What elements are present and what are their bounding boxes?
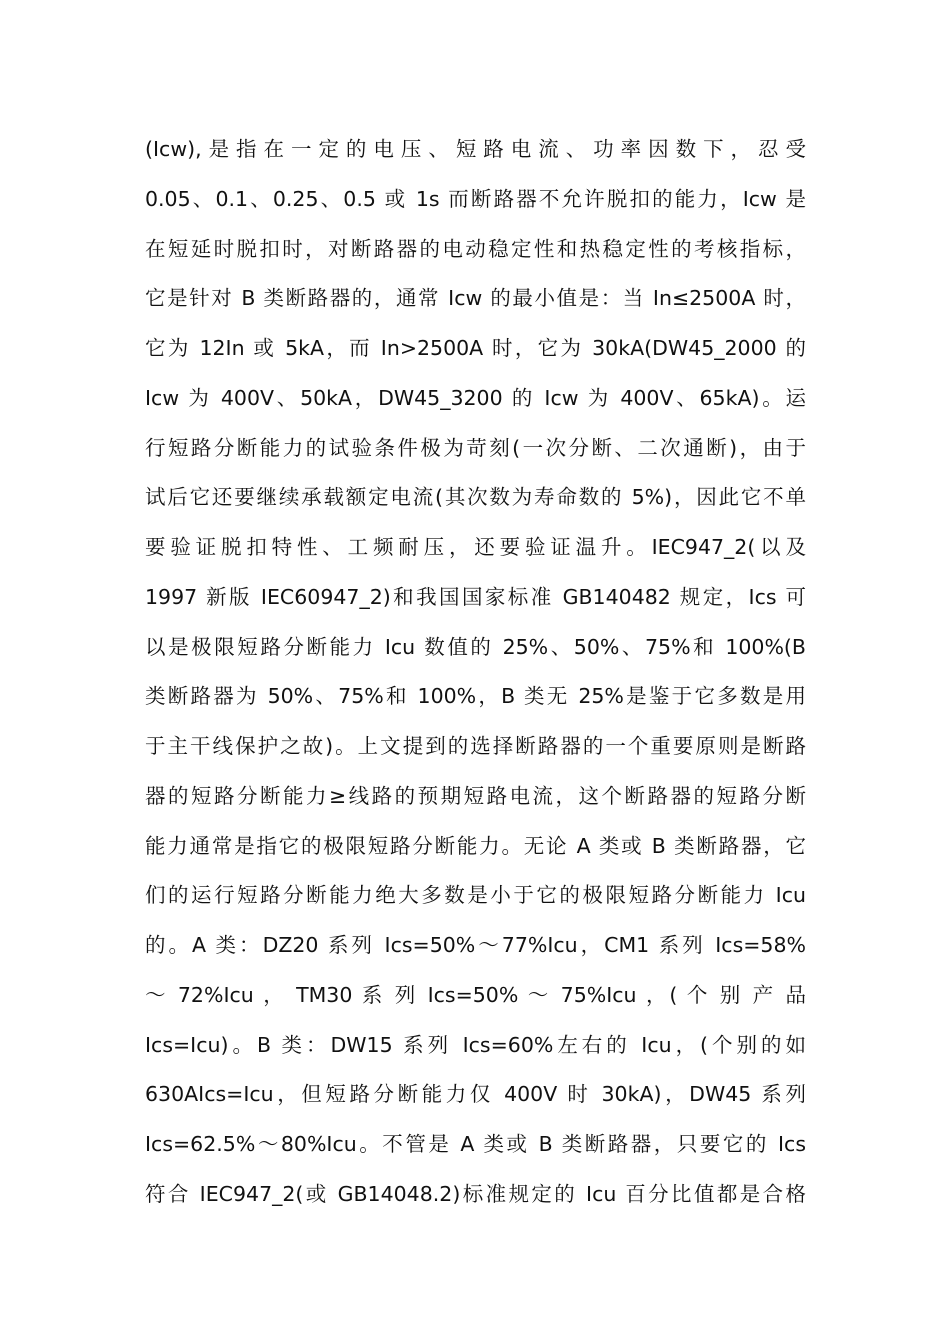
text-line: 以是极限短路分断能力 Icu 数值的 25%、50%、75%和 100%(B: [145, 634, 806, 659]
text-line: ～ 72%Icu ， TM30 系 列 Ics=50% ～ 75%Icu ，( 个 别 产 品: [145, 982, 806, 1007]
text-line: 们的运行短路分断能力绝大多数是小于它的极限短路分断能力 Icu: [145, 883, 806, 908]
text-line: 在短延时脱扣时，对断路器的电动稳定性和热稳定性的考核指标，: [145, 236, 806, 261]
text-line: Ics=Icu)。B 类：DW15 系列 Ics=60%左右的 Icu，(个别的如: [145, 1032, 806, 1057]
text-line: 的。A 类：DZ20 系列 Ics=50%～77%Icu，CM1 系列 Ics=58%: [145, 933, 806, 957]
text-line: 它是针对 B 类断路器的，通常 Icw 的最小值是：当 In≤2500A 时，: [145, 286, 806, 311]
text-line: 0.05、0.1、0.25、0.5 或 1s 而断路器不允许脱扣的能力，Icw 是: [145, 186, 806, 211]
text-line: 符合 IEC947_2(或 GB14048.2)标准规定的 Icu 百分比值都是合格: [145, 1181, 806, 1206]
text-line: (Icw),是指在一定的电压、短路电流、功率因数下，忍受: [145, 137, 806, 161]
text-line: 能力通常是指它的极限短路分断能力。无论 A 类或 B 类断路器，它: [145, 833, 806, 858]
text-line: Icw 为 400V、50kA，DW45_3200 的 Icw 为 400V、65kA)。运: [145, 385, 806, 410]
text-line: 器的短路分断能力≥线路的预期短路电流，这个断路器的短路分断: [145, 783, 806, 808]
text-line: 要验证脱扣特性、工频耐压，还要验证温升。IEC947_2(以及: [145, 535, 806, 559]
text-line: 行短路分断能力的试验条件极为苛刻(一次分断、二次通断)，由于: [145, 435, 806, 460]
text-line: 630AIcs=Icu，但短路分断能力仅 400V 时 30kA)，DW45 系列: [145, 1082, 806, 1107]
text-line: 试后它还要继续承载额定电流(其次数为寿命数的 5%)，因此它不单: [145, 485, 806, 510]
text-line: Ics=62.5%～80%Icu。不管是 A 类或 B 类断路器，只要它的 Ics: [145, 1132, 806, 1156]
text-line: 于主干线保护之故)。上文提到的选择断路器的一个重要原则是断路: [145, 734, 806, 758]
text-line: 1997 新版 IEC60947_2)和我国国家标准 GB140482 规定，Ics 可: [145, 584, 806, 609]
text-line: 它为 12In 或 5kA，而 In>2500A 时，它为 30kA(DW45_2000 的: [145, 336, 806, 360]
text-line: 类断路器为 50%、75%和 100%，B 类无 25%是鉴于它多数是用: [145, 684, 806, 709]
body-paragraph: [145, 125, 806, 1220]
